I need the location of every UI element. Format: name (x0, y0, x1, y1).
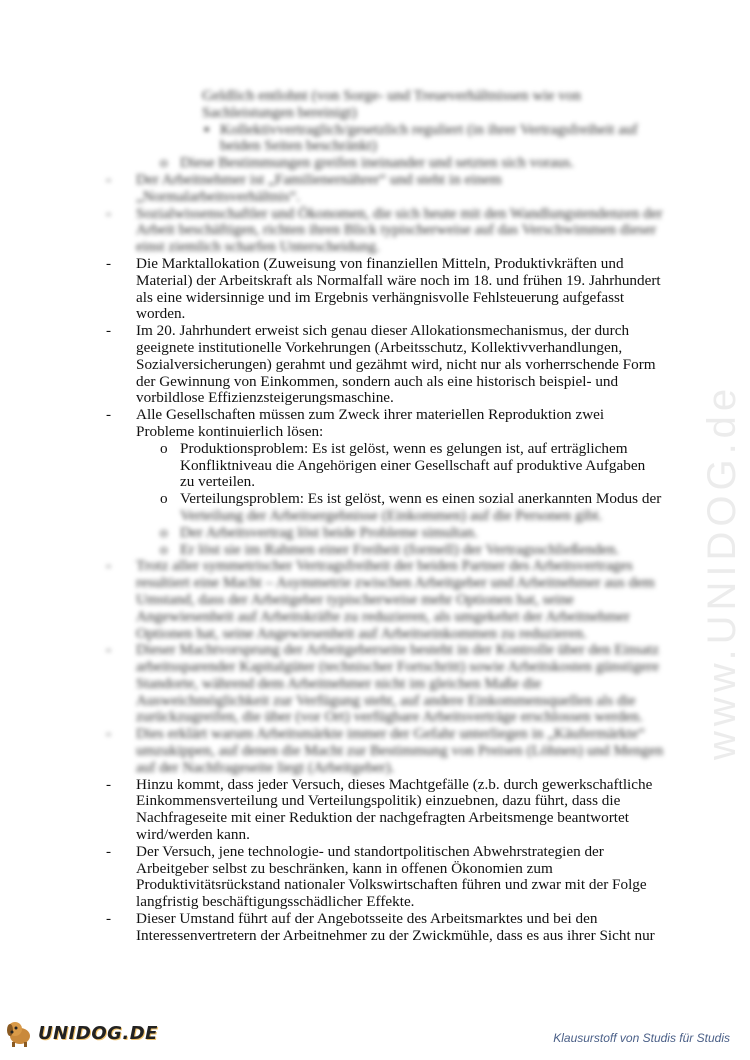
text-line: einst ziemlich scharfen Unterscheidung. (136, 238, 380, 256)
text-line: Trotz aller symmetrischer Vertragsfreiheit der beiden Partner des Arbeitsvertrages (136, 557, 633, 575)
text-line: geeignete institutionelle Vorkehrungen (Arbeitsschutz, Kollektivverhandlungen, (136, 338, 623, 356)
text-line: Sozialwissenschaftler und Ökonomen, die sich heute mit den Wandlungstendenzen der (136, 204, 663, 222)
list-item (106, 641, 670, 726)
text-line: Alle Gesellschaften müssen zum Zweck ihrer materiellen Reproduktion zwei (136, 406, 605, 424)
text-line: Optionen hat, seine Angewiesenheit auf Arbeitseinkommen zu reduzieren. (136, 624, 587, 642)
circle-bullet-icon: o (160, 523, 168, 541)
text-line: „Normalarbeitsverhältnis“. (136, 187, 301, 205)
sub-item (110, 155, 670, 172)
list-item (106, 557, 670, 642)
footer-tagline: Klausurstoff von Studis für Studis (553, 1031, 730, 1045)
text-line: vorbildlose Effizienzsteigerungsmaschine. (136, 389, 394, 407)
circle-bullet-icon: o (160, 490, 168, 508)
text-line: Umstand, dass der Arbeitgeber typischerweise mehr Optionen hat, seine (136, 590, 574, 608)
dash-bullet-icon: - (106, 910, 112, 928)
text-line: arbeitssparender Kapitalgüter (technischer Fortschritt) sowie Arbeitskosten günstigere (136, 658, 659, 676)
sub-item (110, 525, 670, 542)
text-line: Hinzu kommt, dass jeder Versuch, dieses Machtgefälle (z.b. durch gewerkschaftliche (136, 775, 653, 793)
text-line: Verteilung der Arbeitsergebnisse (Einkommen) auf die Personen gibt. (180, 506, 603, 524)
dash-bullet-icon: - (106, 641, 112, 659)
text-line: der Gewinnung von Einkommen, sondern auch als eine historisch beispiel- und (136, 372, 619, 390)
dash-bullet-icon: - (106, 204, 112, 222)
text-line: Dieser Umstand führt auf der Angebotsseite des Arbeitsmarktes und bei den (136, 910, 598, 928)
text-line: Nachfrageseite mit einer Reduktion der nachgefragten Arbeitsmenge beantwortet (136, 809, 629, 827)
list-item (106, 910, 670, 945)
dog-icon (4, 1018, 34, 1048)
sub-item (110, 491, 670, 525)
text-line: Der Arbeitnehmer ist „Familienernährer“ und steht in einem (136, 170, 502, 188)
text-line: Arbeitgeber selbst zu beschränken, kann in offenen Ökonomien zum (136, 859, 553, 877)
logo-text: UNIDOG.DE (38, 1022, 158, 1044)
text-line: Dieser Machtvorsprung der Arbeitgeberseite besteht in der Kontrolle über den Einsatz (136, 641, 659, 659)
text-line: resultiert eine Macht – Asymmetrie zwischen Arbeitgeber und Arbeitnehmer aus dem (136, 574, 655, 592)
sub-item (110, 542, 670, 559)
square-bullet-icon: ▪ (204, 120, 210, 138)
text-line: wird/werden kann. (136, 826, 250, 844)
list-item (106, 842, 670, 911)
text-line: Ausweichmöglichkeit zur Verfügung steht, auf andere Einkommensquellen als die (136, 691, 636, 709)
text-line: Der Versuch, jene technologie- und standortpolitischen Abwehrstrategien der (136, 842, 604, 860)
text-line: Die Marktallokation (Zuweisung von finanziellen Mitteln, Produktivkräften und (136, 254, 624, 272)
text-line: Dies erklärt warum Arbeitsmärkte immer der Gefahr unterliegen in „Käufermärkte“ (136, 725, 645, 743)
text-line: Interessenvertretern der Arbeitnehmer zu der Zwickmühle, dass es aus ihrer Sicht nur (136, 926, 655, 944)
text-line: Konfliktniveau die Angehörigen einer Gesellschaft auf produktive Aufgaben (180, 456, 646, 474)
text-line: Sachleistungen bereinigt) (202, 103, 357, 121)
dash-bullet-icon: - (106, 322, 112, 340)
dash-bullet-icon: - (106, 725, 112, 743)
text-line: worden. (136, 305, 186, 323)
document-page (106, 87, 670, 945)
list-item (106, 775, 670, 844)
circle-bullet-icon: o (160, 540, 168, 558)
circle-bullet-icon: o (160, 154, 168, 172)
text-line: Produktionsproblem: Es ist gelöst, wenn es gelungen ist, auf erträglichem (180, 439, 628, 457)
sub-item (110, 441, 670, 491)
dash-bullet-icon: - (106, 170, 112, 188)
text-line: langfristig beschäftigungsschädlicher Effekte. (136, 893, 415, 911)
text-line: Im 20. Jahrhundert erweist sich genau dieser Allokationsmechanismus, der durch (136, 322, 630, 340)
unidog-logo[interactable] (4, 1018, 158, 1048)
text-line: als eine widersinnige und im Ergebnis verhängnisvolle Fehlsteuerung aufgefasst (136, 288, 625, 306)
text-line: beiden Seiten beschränkt) (220, 137, 377, 155)
list-item (106, 204, 670, 256)
text-line: Produktivitätsrückstand nationaler Volkswirtschaften führen und zwar mit der Folge (136, 876, 647, 894)
list-item (106, 170, 670, 206)
dash-bullet-icon: - (106, 406, 112, 424)
text-line: Material) der Arbeitskraft als Normalfall wäre noch im 18. und frühen 19. Jahrhundert (136, 271, 661, 289)
text-line: Der Arbeitsvertrag löst beide Probleme simultan. (180, 523, 478, 541)
list-item (106, 254, 670, 323)
bullet-item (110, 122, 670, 156)
text-line: Einkommensverteilung und Verteilungspolitik) einzuebnen, dazu führt, dass die (136, 792, 621, 810)
text-line: Arbeit beschäftigen, richten ihren Blick typischerweise auf das Verschwimmen dieser (136, 221, 657, 239)
dash-bullet-icon: - (106, 557, 112, 575)
list-item (106, 322, 670, 407)
watermark: www.UNIDOG.de (700, 383, 744, 760)
text-line: zurückzugreifen, die über (vor Ort) verfügbare Arbeitsverträge erschlossen werden. (136, 708, 643, 726)
list-item (106, 725, 670, 776)
text-line: Standorte, während dem Arbeitnehmer nicht im gleichen Maße die (136, 674, 542, 692)
text-line: Probleme kontinuierlich lösen: (136, 422, 324, 440)
blurred-top (106, 87, 670, 256)
text-line: Kollektivvertraglich/gesetzlich reguliert (in ihrer Vertragsfreiheit auf (220, 120, 638, 138)
dash-bullet-icon: - (106, 842, 112, 860)
blurred-middle (106, 557, 670, 776)
text-line: Sozialversicherungen) gerahmt und gezähmt wird, nicht nur als vorherrschende Form (136, 355, 656, 373)
list-item (106, 406, 670, 441)
text-line: Verteilungsproblem: Es ist gelöst, wenn es einen sozial anerkannten Modus der (180, 490, 662, 508)
text-line: zu verteilen. (180, 473, 256, 491)
dash-bullet-icon: - (106, 254, 112, 272)
dash-bullet-icon: - (106, 775, 112, 793)
text-line: Diese Bestimmungen greifen ineinander und setzten sich voraus. (180, 154, 574, 172)
circle-bullet-icon: o (160, 439, 168, 457)
text-line: umzukippen, auf denen die Macht zur Bestimmung von Preisen (Löhnen) und Mengen (136, 742, 664, 760)
text-line: Angewiesenheit auf Arbeitskräfte zu reduzieren, als umgekehrt der Arbeitnehmer (136, 607, 630, 625)
text-line: auf der Nachfrageseite liegt (Arbeitgeber). (136, 758, 395, 776)
text-line: Geldlich entlohnt (von Sorge- und Treueverhältnissen wie von (202, 87, 581, 104)
text-line: Er löst sie im Rahmen einer Freiheit (formell) der Vertragsschließenden. (180, 540, 620, 558)
